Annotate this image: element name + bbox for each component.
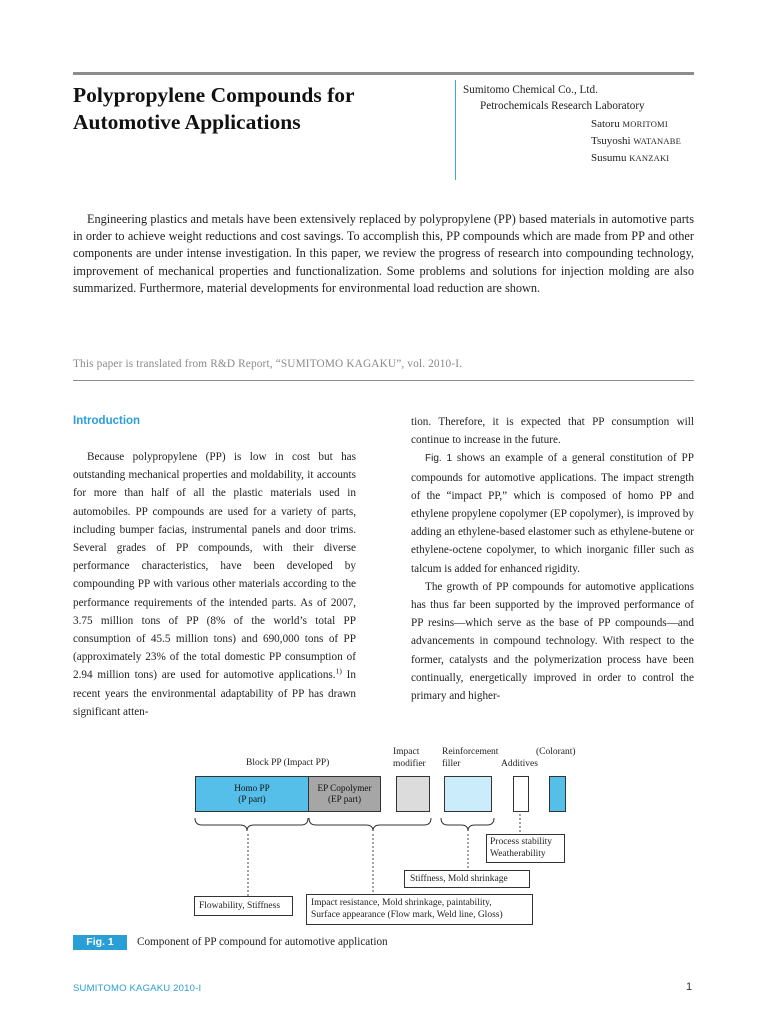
homo-pp-label: Homo PP	[234, 783, 270, 793]
label-reinforcement-2: filler	[442, 759, 461, 769]
ep-label: EP Copolymer	[317, 783, 372, 793]
org-company: Sumitomo Chemical Co., Ltd.	[463, 84, 598, 96]
process-stability-label: Process stability	[490, 837, 553, 847]
author-3-given: Susumu	[591, 152, 627, 164]
ep-sublabel: (EP part)	[327, 794, 362, 804]
left-column	[73, 448, 356, 721]
homo-pp-sublabel: (P part)	[238, 794, 266, 804]
title-line-2: Automotive Applications	[73, 110, 301, 134]
surface-appearance-label: Surface appearance (Flow mark, Weld line, Gloss)	[311, 910, 503, 920]
left-paragraph-b: In recent years the environmental adaptability of PP has drawn significant atten-	[73, 669, 356, 718]
page-number: 1	[686, 981, 693, 993]
section-rule	[73, 380, 694, 381]
figure-tag: Fig. 1	[73, 935, 127, 950]
flowability-label: Flowability, Stiffness	[199, 901, 281, 911]
right-column	[411, 413, 694, 705]
label-reinforcement-1: Reinforcement	[442, 747, 499, 757]
colorant-box	[549, 776, 566, 812]
label-impact-2: modifier	[393, 759, 426, 769]
author-1-given: Satoru	[591, 118, 620, 130]
brace-ep	[309, 818, 431, 831]
fig-1-reference: Fig. 1	[425, 453, 453, 465]
reinforcement-filler-box	[444, 776, 492, 812]
reference-1: 1)	[335, 666, 342, 676]
impact-modifier-box	[396, 776, 430, 812]
author-2-family: WATANABE	[633, 136, 681, 146]
author-1	[591, 116, 668, 132]
right-paragraph-2-text: shows an example of a general constitution of PP compounds for automotive applications. The impact strength of the “impact PP,” which is composed of homo PP and ethylene propylene copolymer (EP copolymer), is improved by adding an ethylene-based elastomer such as ethylene-butene or ethylene-octene copolymer, to which inorganic filler such as talcum is added for enhanced rigidity.	[411, 452, 694, 575]
right-paragraph-1: tion. Therefore, it is expected that PP consumption will continue to increase in the future.	[411, 416, 694, 447]
right-paragraph-2	[411, 449, 694, 577]
right-paragraph-3: The growth of PP compounds for automotive applications has thus far been supported by the improved performance of PP resins—which serve as the base of PP compounds—and advancements in compound technology. With respect to the former, catalysts and the polymerization process have been continually, energetically improved in order to control the primary and higher-	[411, 580, 694, 703]
homo-pp-box	[195, 776, 309, 812]
abstract: Engineering plastics and metals have been extensively replaced by polypropylene (PP) based materials in automotive parts in order to achieve weight reductions and cost savings. To accomplish this, PP compounds which are made from PP and other components are under intense investigation. In this paper, we review the progress of research into compounding technology, improvement of mechanical properties and functionalization. Some problems and solutions for injection molding are also summarized. Furthermore, material developments for environmental load reduction are shown.	[73, 212, 694, 295]
label-additives: Additives	[501, 759, 538, 769]
author-3-family: KANZAKI	[629, 153, 670, 163]
footer-journal: SUMITOMO KAGAKU 2010-I	[73, 983, 202, 994]
author-1-family: MORITOMI	[622, 119, 668, 129]
ep-copolymer-box	[308, 776, 381, 812]
weatherability-label: Weatherability	[490, 849, 546, 859]
label-colorant: (Colorant)	[536, 747, 576, 757]
additives-box	[513, 776, 529, 812]
paper-title	[73, 82, 443, 136]
brace-homo	[195, 818, 308, 831]
org-lab: Petrochemicals Research Laboratory	[480, 100, 645, 112]
author-2-given: Tsuyoshi	[591, 135, 631, 147]
translation-note: This paper is translated from R&D Report, “SUMITOMO KAGAKU”, vol. 2010-I.	[73, 358, 463, 370]
top-rule	[73, 72, 694, 75]
left-paragraph-a: Because polypropylene (PP) is low in cost but has outstanding mechanical properties and moldability, it accounts for more than half of all the plastic materials used in automobiles. PP compounds are used for a variety of parts, including bumper facias, instrumental panels and door trims. Several grades of PP compounds, with their diverse performance characteristics, have been developed by compounding PP with various other materials according to the performance requirements of the intended parts. As of 2007, 3.75 million tons of PP (8% of the world’s total PP consumption of 45.5 million tons) and 690,000 tons of PP (approximately 23% of the total domestic PP consumption of 2.94 million tons) are used for automotive applications.	[73, 451, 356, 682]
header-divider	[455, 80, 456, 180]
figure-caption: Component of PP compound for automotive application	[137, 936, 388, 948]
process-stability-box	[486, 834, 565, 863]
section-heading: Introduction	[73, 415, 141, 427]
left-paragraph	[73, 448, 356, 721]
flowability-box	[194, 896, 293, 916]
title-line-1: Polypropylene Compounds for	[73, 83, 355, 107]
brace-filler	[441, 818, 494, 831]
stiffness-mold-box	[404, 870, 530, 888]
impact-resistance-label: Impact resistance, Mold shrinkage, paintability,	[311, 898, 492, 908]
impact-resistance-box	[306, 894, 533, 925]
label-impact-1: Impact	[393, 747, 420, 757]
author-2	[591, 133, 681, 149]
author-3	[591, 150, 669, 166]
label-block-pp: Block PP (Impact PP)	[246, 758, 330, 768]
stiffness-mold-label: Stiffness, Mold shrinkage	[410, 874, 508, 884]
